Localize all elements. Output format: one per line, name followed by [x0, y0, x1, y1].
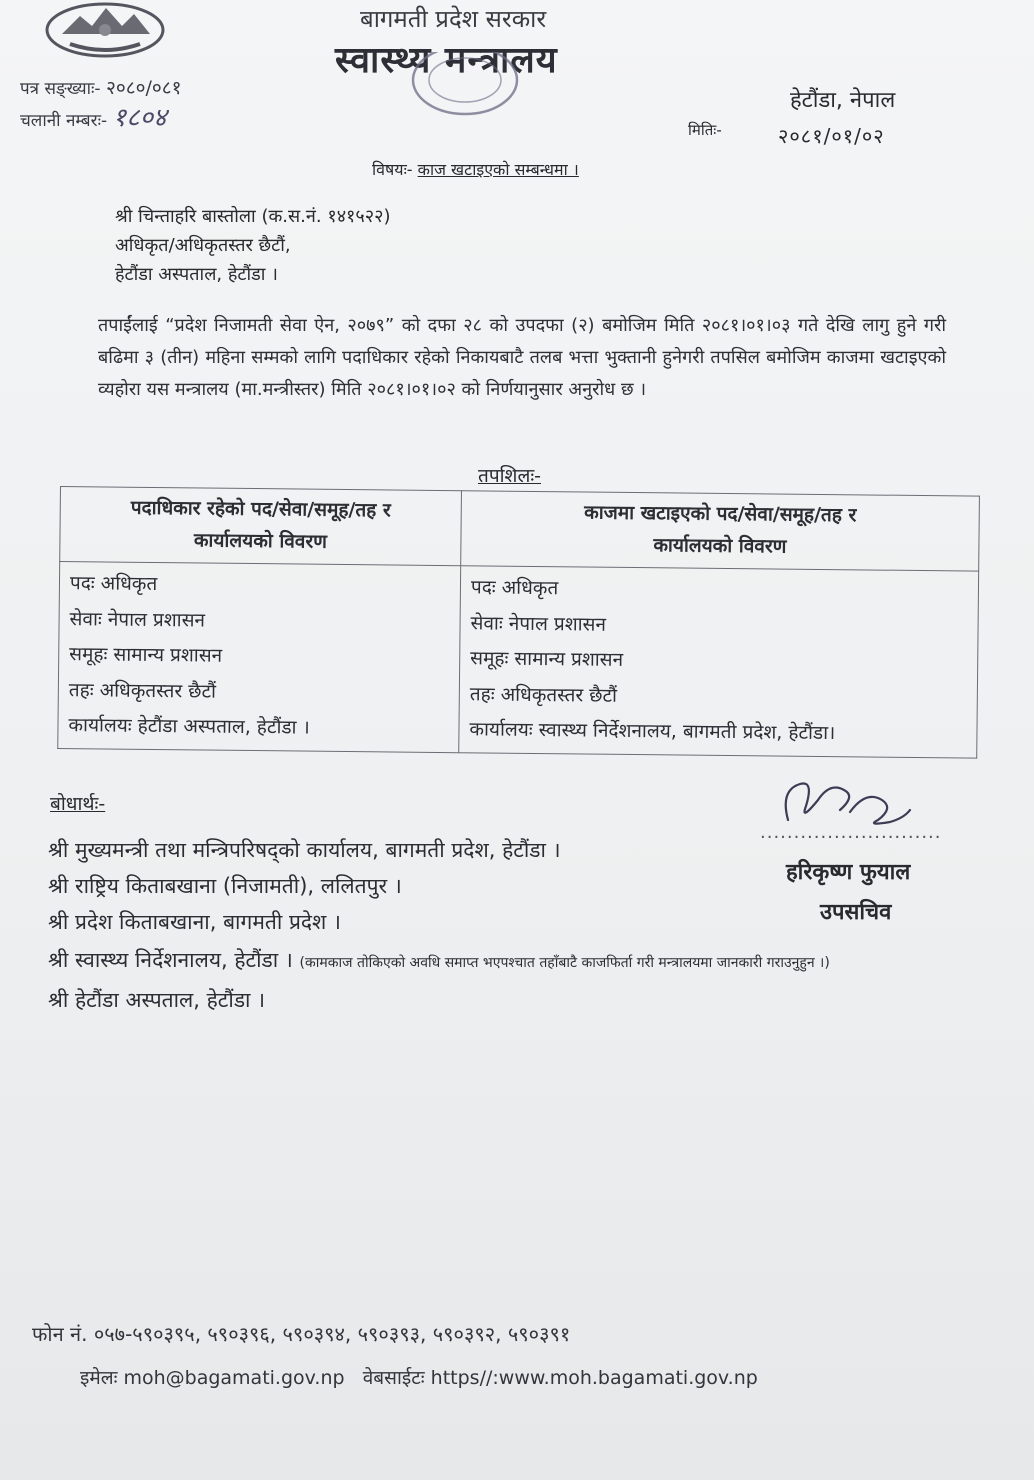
addressee-line-1: श्री चिन्ताहरि बास्तोला (क.स.नं. १४१५२२) — [115, 206, 391, 227]
place-name: हेटौंडा, नेपाल — [790, 88, 896, 113]
addressee-line-2: अधिकृत/अधिकृतस्तर छैटौं, — [115, 235, 291, 256]
schedule-title: तपशिलः- — [478, 465, 542, 487]
chalani-number: चलानी नम्बरः- १८०४ — [20, 103, 167, 133]
cc-item-with-note: श्री स्वास्थ्य निर्देशनालय, हेटौंडा । (कामकाज तोकिएको अवधि समाप्त भएपश्चात तहाँबाटै काजफिर्ता गरी मन्त्रालयमा जानकारी गराउनुहुन ।) — [48, 948, 830, 972]
website-link[interactable]: https//:www.moh.bagamati.gov.np — [430, 1367, 758, 1389]
signatory-name: हरिकृष्ण फुयाल — [786, 860, 911, 885]
right-details-cell — [459, 566, 979, 758]
ministry-stamp-icon — [400, 52, 530, 120]
date-label: मितिः- — [688, 121, 722, 139]
cc-item: श्री प्रदेश किताबखाना, बागमती प्रदेश । — [48, 910, 341, 934]
right-header-cell: काजमा खटाइएको पद/सेवा/समूह/तह र कार्यालयको विवरण — [461, 491, 980, 571]
cc-title: बोधार्थः- — [50, 793, 106, 815]
ministry-name: स्वास्थ्य मन्त्रालय — [335, 40, 558, 81]
cc-item: श्री मुख्यमन्त्री तथा मन्त्रिपरिषद्को कार्यालय, बागमती प्रदेश, हेटौंडा । — [48, 838, 561, 862]
footer-contact: इमेलः moh@bagamati.gov.np वेबसाईटः https//:www.moh.bagamati.gov.np — [80, 1367, 758, 1389]
left-details-cell — [58, 562, 461, 753]
subject-line: विषयः- काज खटाइएको सम्बन्धमा । — [372, 160, 579, 179]
right-row: तहः अधिकृतस्तर छैटौं — [469, 682, 618, 707]
left-row: समूहः सामान्य प्रशासन — [69, 643, 223, 667]
left-row: सेवाः नेपाल प्रशासन — [69, 607, 206, 632]
signatory-designation: उपसचिव — [820, 900, 892, 925]
subject-value: काज खटाइएको सम्बन्धमा । — [417, 160, 579, 179]
patra-sankhya: पत्र सङ्ख्याः- २०८०/०८१ — [20, 77, 182, 99]
schedule-table — [57, 486, 980, 758]
cc-item: श्री राष्ट्रिय किताबखाना (निजामती), ललितपुर । — [48, 874, 402, 898]
right-row: कार्यालयः स्वास्थ्य निर्देशनालय, बागमती प्रदेश, हेटौंडा। — [469, 718, 836, 745]
date-value: २०८१/०१/०२ — [778, 124, 885, 148]
signature-line: ........................... — [760, 822, 942, 843]
right-row: समूहः सामान्य प्रशासन — [470, 647, 624, 671]
left-header-cell: पदाधिकार रहेको पद/सेवा/समूह/तह र कार्यालयको विवरण — [60, 487, 462, 566]
body-paragraph: तपाईंलाई “प्रदेश निजामती सेवा ऐन, २०७९” को दफा २८ को उपदफा (२) बमोजिम मिति २०८१।०१।०३ गते देखि लागु हुने गरी बढिमा ३ (तीन) महिना सम्मको लागि पदाधिकार रहेको निकायबाटै तलब भत्ता भुक्तानी हुनेगरी तपसिल बमोजिम काजमा खटाइएको व्यहोरा यस मन्त्रालय (मा.मन्त्रीस्तर) मिति २०८१।०१।०२ को निर्णयानुसार अनुरोध छ । — [98, 315, 946, 400]
right-row: पदः अधिकृत — [470, 576, 559, 600]
left-row: पदः अधिकृत — [69, 572, 158, 596]
cc-note: (कामकाज तोकिएको अवधि समाप्त भएपश्चात तहाँबाटै काजफिर्ता गरी मन्त्रालयमा जानकारी गराउनुहुन ।) — [299, 955, 830, 971]
right-row: सेवाः नेपाल प्रशासन — [470, 611, 607, 636]
cc-item: श्री हेटौंडा अस्पताल, हेटौंडा । — [48, 988, 266, 1012]
nepal-emblem-icon — [40, 0, 170, 62]
left-row: कार्यालयः हेटौंडा अस्पताल, हेटौंडा । — [68, 714, 310, 739]
office-name: बागमती प्रदेश सरकार — [360, 5, 547, 33]
email-link[interactable]: moh@bagamati.gov.np — [123, 1367, 345, 1389]
left-row: तहः अधिकृतस्तर छैटौं — [68, 678, 217, 703]
footer-phone: फोन नं. ०५७-५९०३९५, ५९०३९६, ५९०३९४, ५९०३९३, ५९०३९२, ५९०३९१ — [32, 1322, 571, 1346]
addressee-line-3: हेटौंडा अस्पताल, हेटौंडा । — [115, 264, 278, 285]
